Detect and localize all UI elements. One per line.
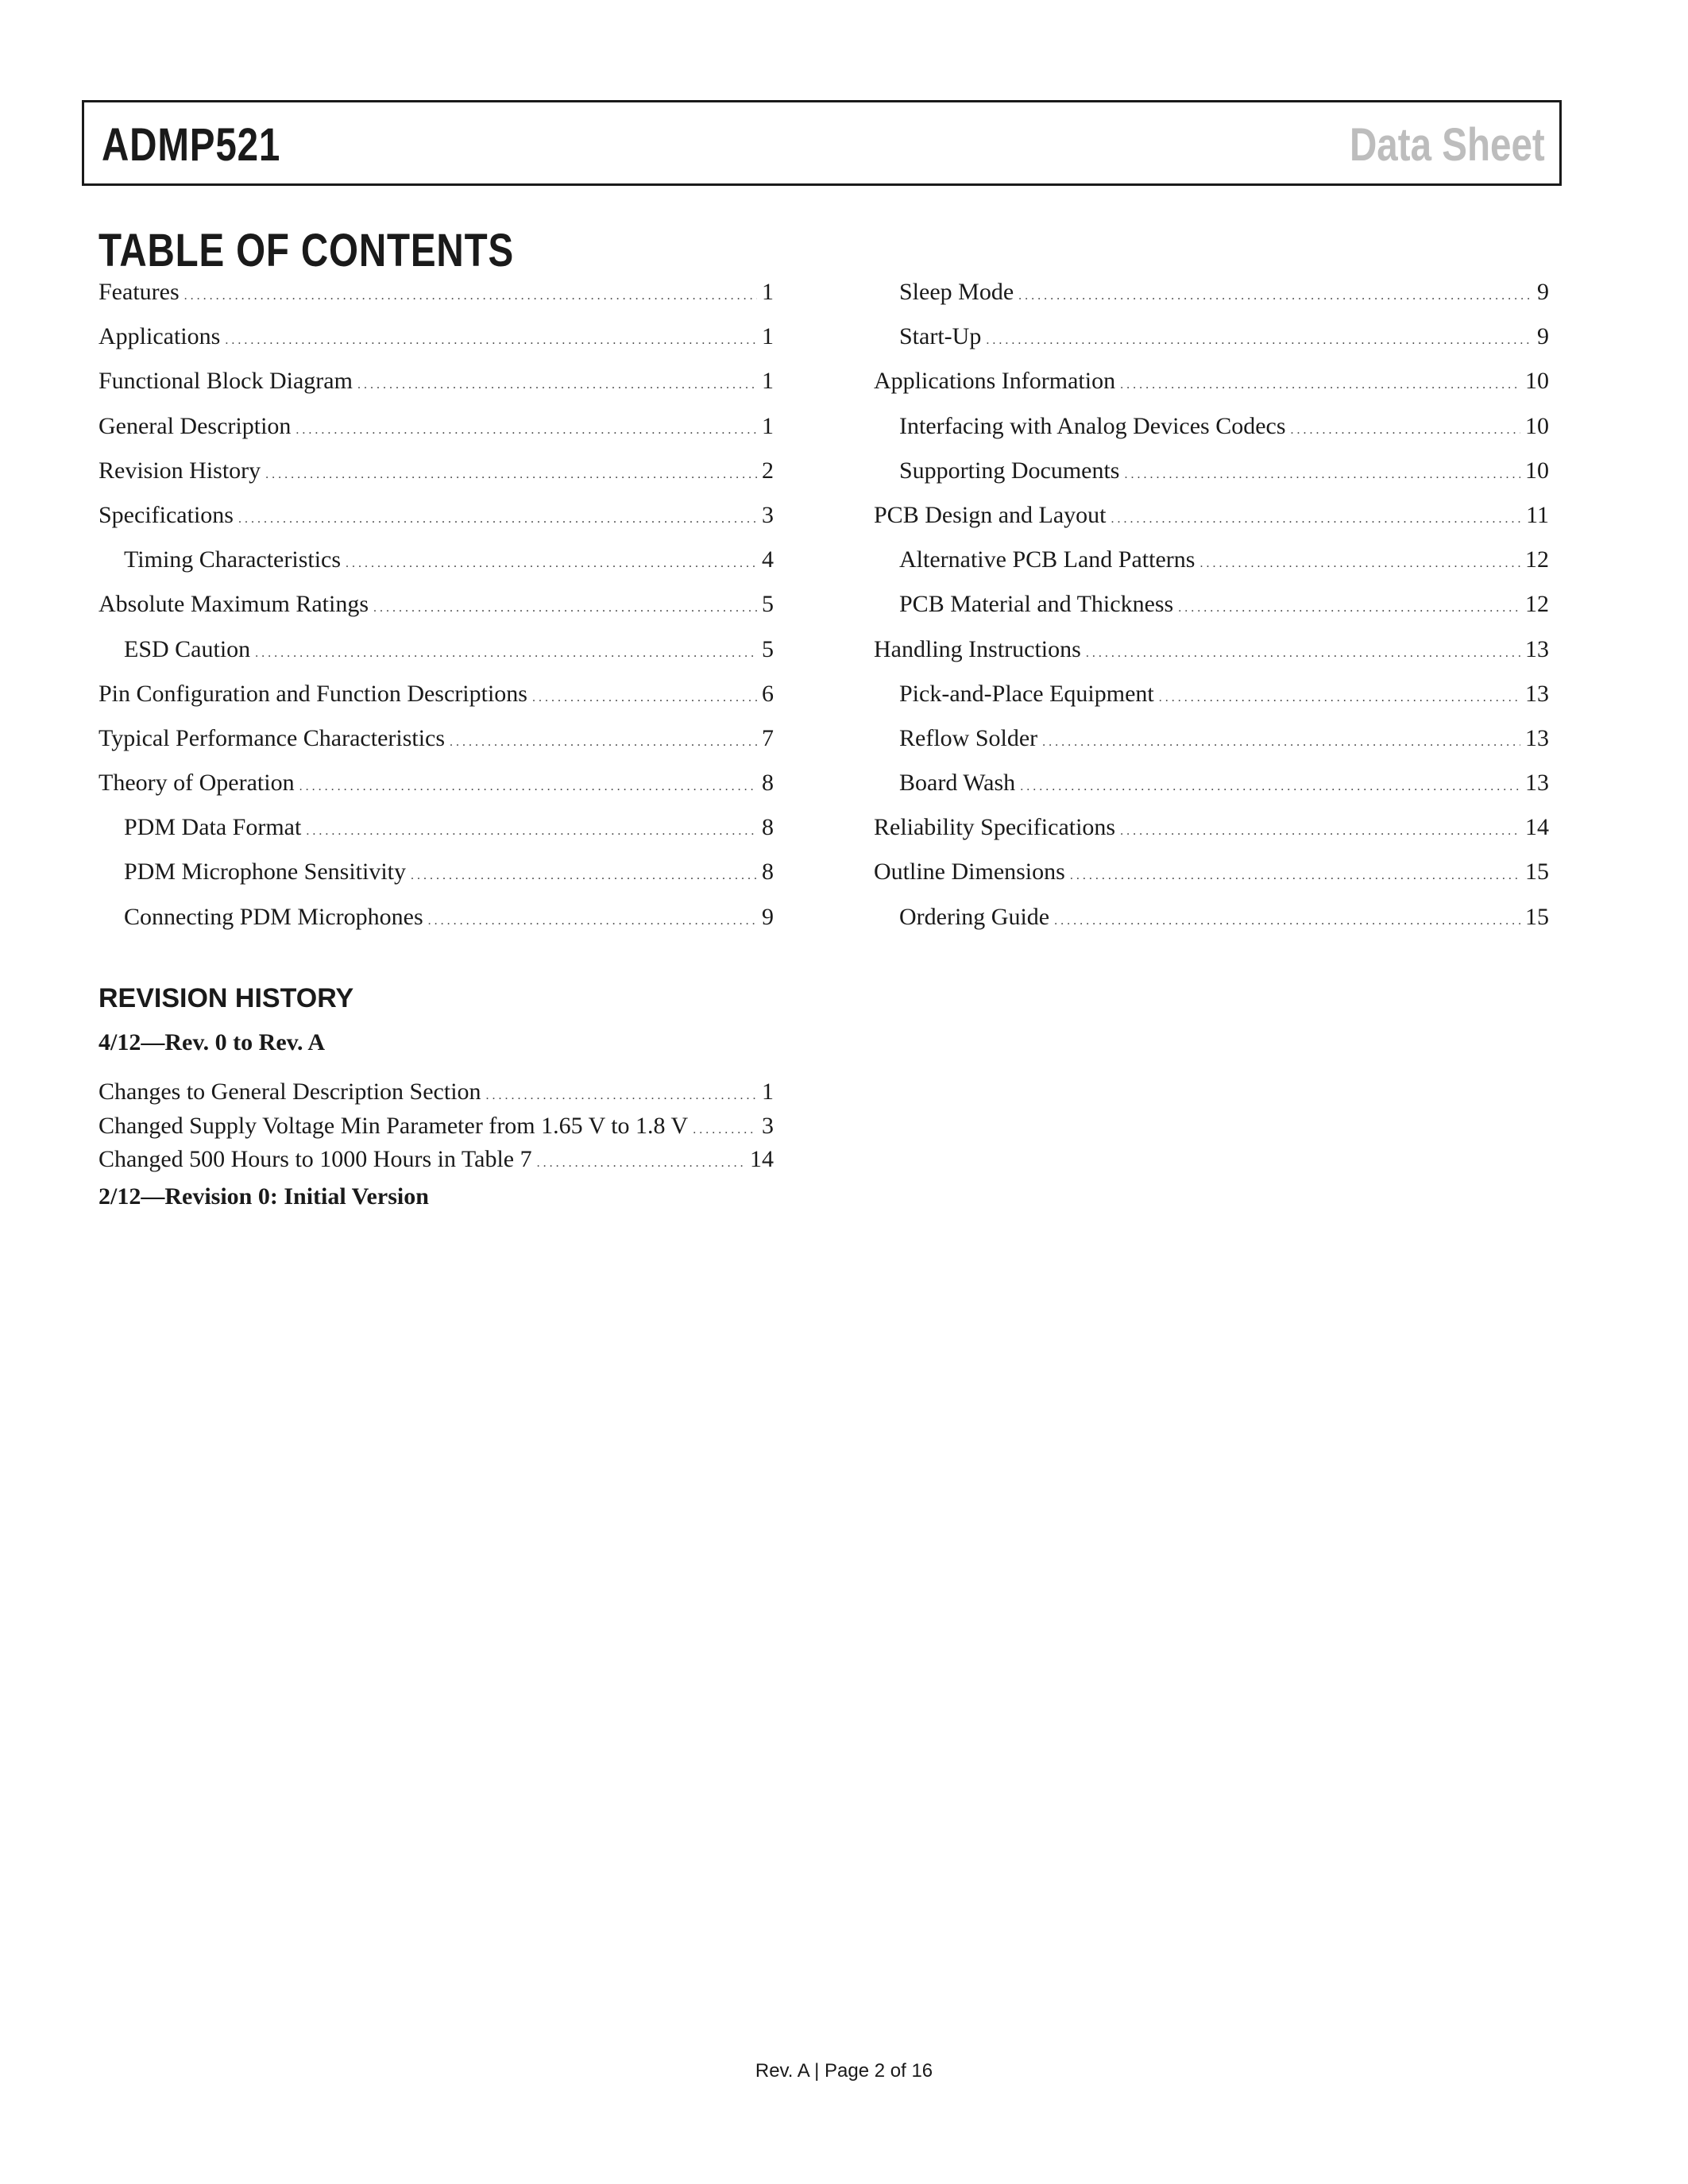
toc-subentry[interactable]: PCB Material and Thickness . . . 12	[874, 582, 1549, 627]
toc-subentry[interactable]: Timing Characteristics . . . 4	[98, 538, 774, 582]
page-header	[82, 100, 1562, 186]
revision-0-heading: 2/12—Revision 0: Initial Version	[98, 1183, 429, 1210]
toc-subentry[interactable]: Reflow Solder . . . 13	[874, 716, 1549, 761]
toc-subentry[interactable]: Alternative PCB Land Patterns . . . 12	[874, 538, 1549, 582]
toc-right-column	[874, 270, 1549, 940]
product-name: ADMP521	[102, 119, 281, 171]
toc-subentry[interactable]: PDM Microphone Sensitivity . . . 8	[98, 850, 774, 894]
toc-subentry[interactable]: Pick-and-Place Equipment . . . 13	[874, 672, 1549, 716]
toc-entry[interactable]: Functional Block Diagram . . . 1	[98, 359, 774, 403]
page-footer: Rev. A | Page 2 of 16	[755, 2060, 933, 2082]
toc-subentry[interactable]: Interfacing with Analog Devices Codecs . . . 10	[874, 404, 1549, 449]
toc-entry[interactable]: Pin Configuration and Function Descriptions . . . 6	[98, 672, 774, 716]
revision-change-list	[98, 1075, 774, 1177]
toc-subentry[interactable]: PDM Data Format . . . 8	[98, 805, 774, 850]
toc-subentry[interactable]: ESD Caution . . . 5	[98, 627, 774, 672]
toc-entry[interactable]: Revision History . . . 2	[98, 449, 774, 493]
toc-entry[interactable]: Reliability Specifications . . . 14	[874, 805, 1549, 850]
sheet-type-label: Data Sheet	[1350, 119, 1545, 171]
toc-subentry[interactable]: Ordering Guide . . . 15	[874, 895, 1549, 940]
toc-entry[interactable]: Handling Instructions . . . 13	[874, 627, 1549, 672]
toc-entry[interactable]: General Description . . . 1	[98, 404, 774, 449]
toc-entry[interactable]: Theory of Operation . . . 8	[98, 761, 774, 805]
toc-entry[interactable]: Absolute Maximum Ratings . . . 5	[98, 582, 774, 627]
toc-entry[interactable]: Specifications . . . 3	[98, 493, 774, 538]
toc-subentry[interactable]: Start-Up . . . 9	[874, 314, 1549, 359]
toc-subentry[interactable]: Sleep Mode . . . 9	[874, 270, 1549, 314]
toc-entry[interactable]: Features . . . 1	[98, 270, 774, 314]
revision-change-item: Changed 500 Hours to 1000 Hours in Table 7 . . . 14	[98, 1143, 774, 1177]
toc-entry[interactable]: Applications . . . 1	[98, 314, 774, 359]
toc-entry[interactable]: Outline Dimensions . . . 15	[874, 850, 1549, 894]
toc-entry[interactable]: Applications Information . . . 10	[874, 359, 1549, 403]
revision-history-title: REVISION HISTORY	[98, 983, 354, 1013]
revision-change-item: Changes to General Description Section . . . 1	[98, 1075, 774, 1109]
revision-a-heading: 4/12—Rev. 0 to Rev. A	[98, 1029, 325, 1055]
toc-entry[interactable]: PCB Design and Layout . . . 11	[874, 493, 1549, 538]
toc-subentry[interactable]: Board Wash . . . 13	[874, 761, 1549, 805]
toc-subentry[interactable]: Connecting PDM Microphones . . . 9	[98, 895, 774, 940]
toc-title: TABLE OF CONTENTS	[98, 225, 514, 276]
toc-entry[interactable]: Typical Performance Characteristics . . . 7	[98, 716, 774, 761]
toc-left-column	[98, 270, 774, 940]
toc-subentry[interactable]: Supporting Documents . . . 10	[874, 449, 1549, 493]
revision-change-item: Changed Supply Voltage Min Parameter from 1.65 V to 1.8 V . . . 3	[98, 1109, 774, 1144]
